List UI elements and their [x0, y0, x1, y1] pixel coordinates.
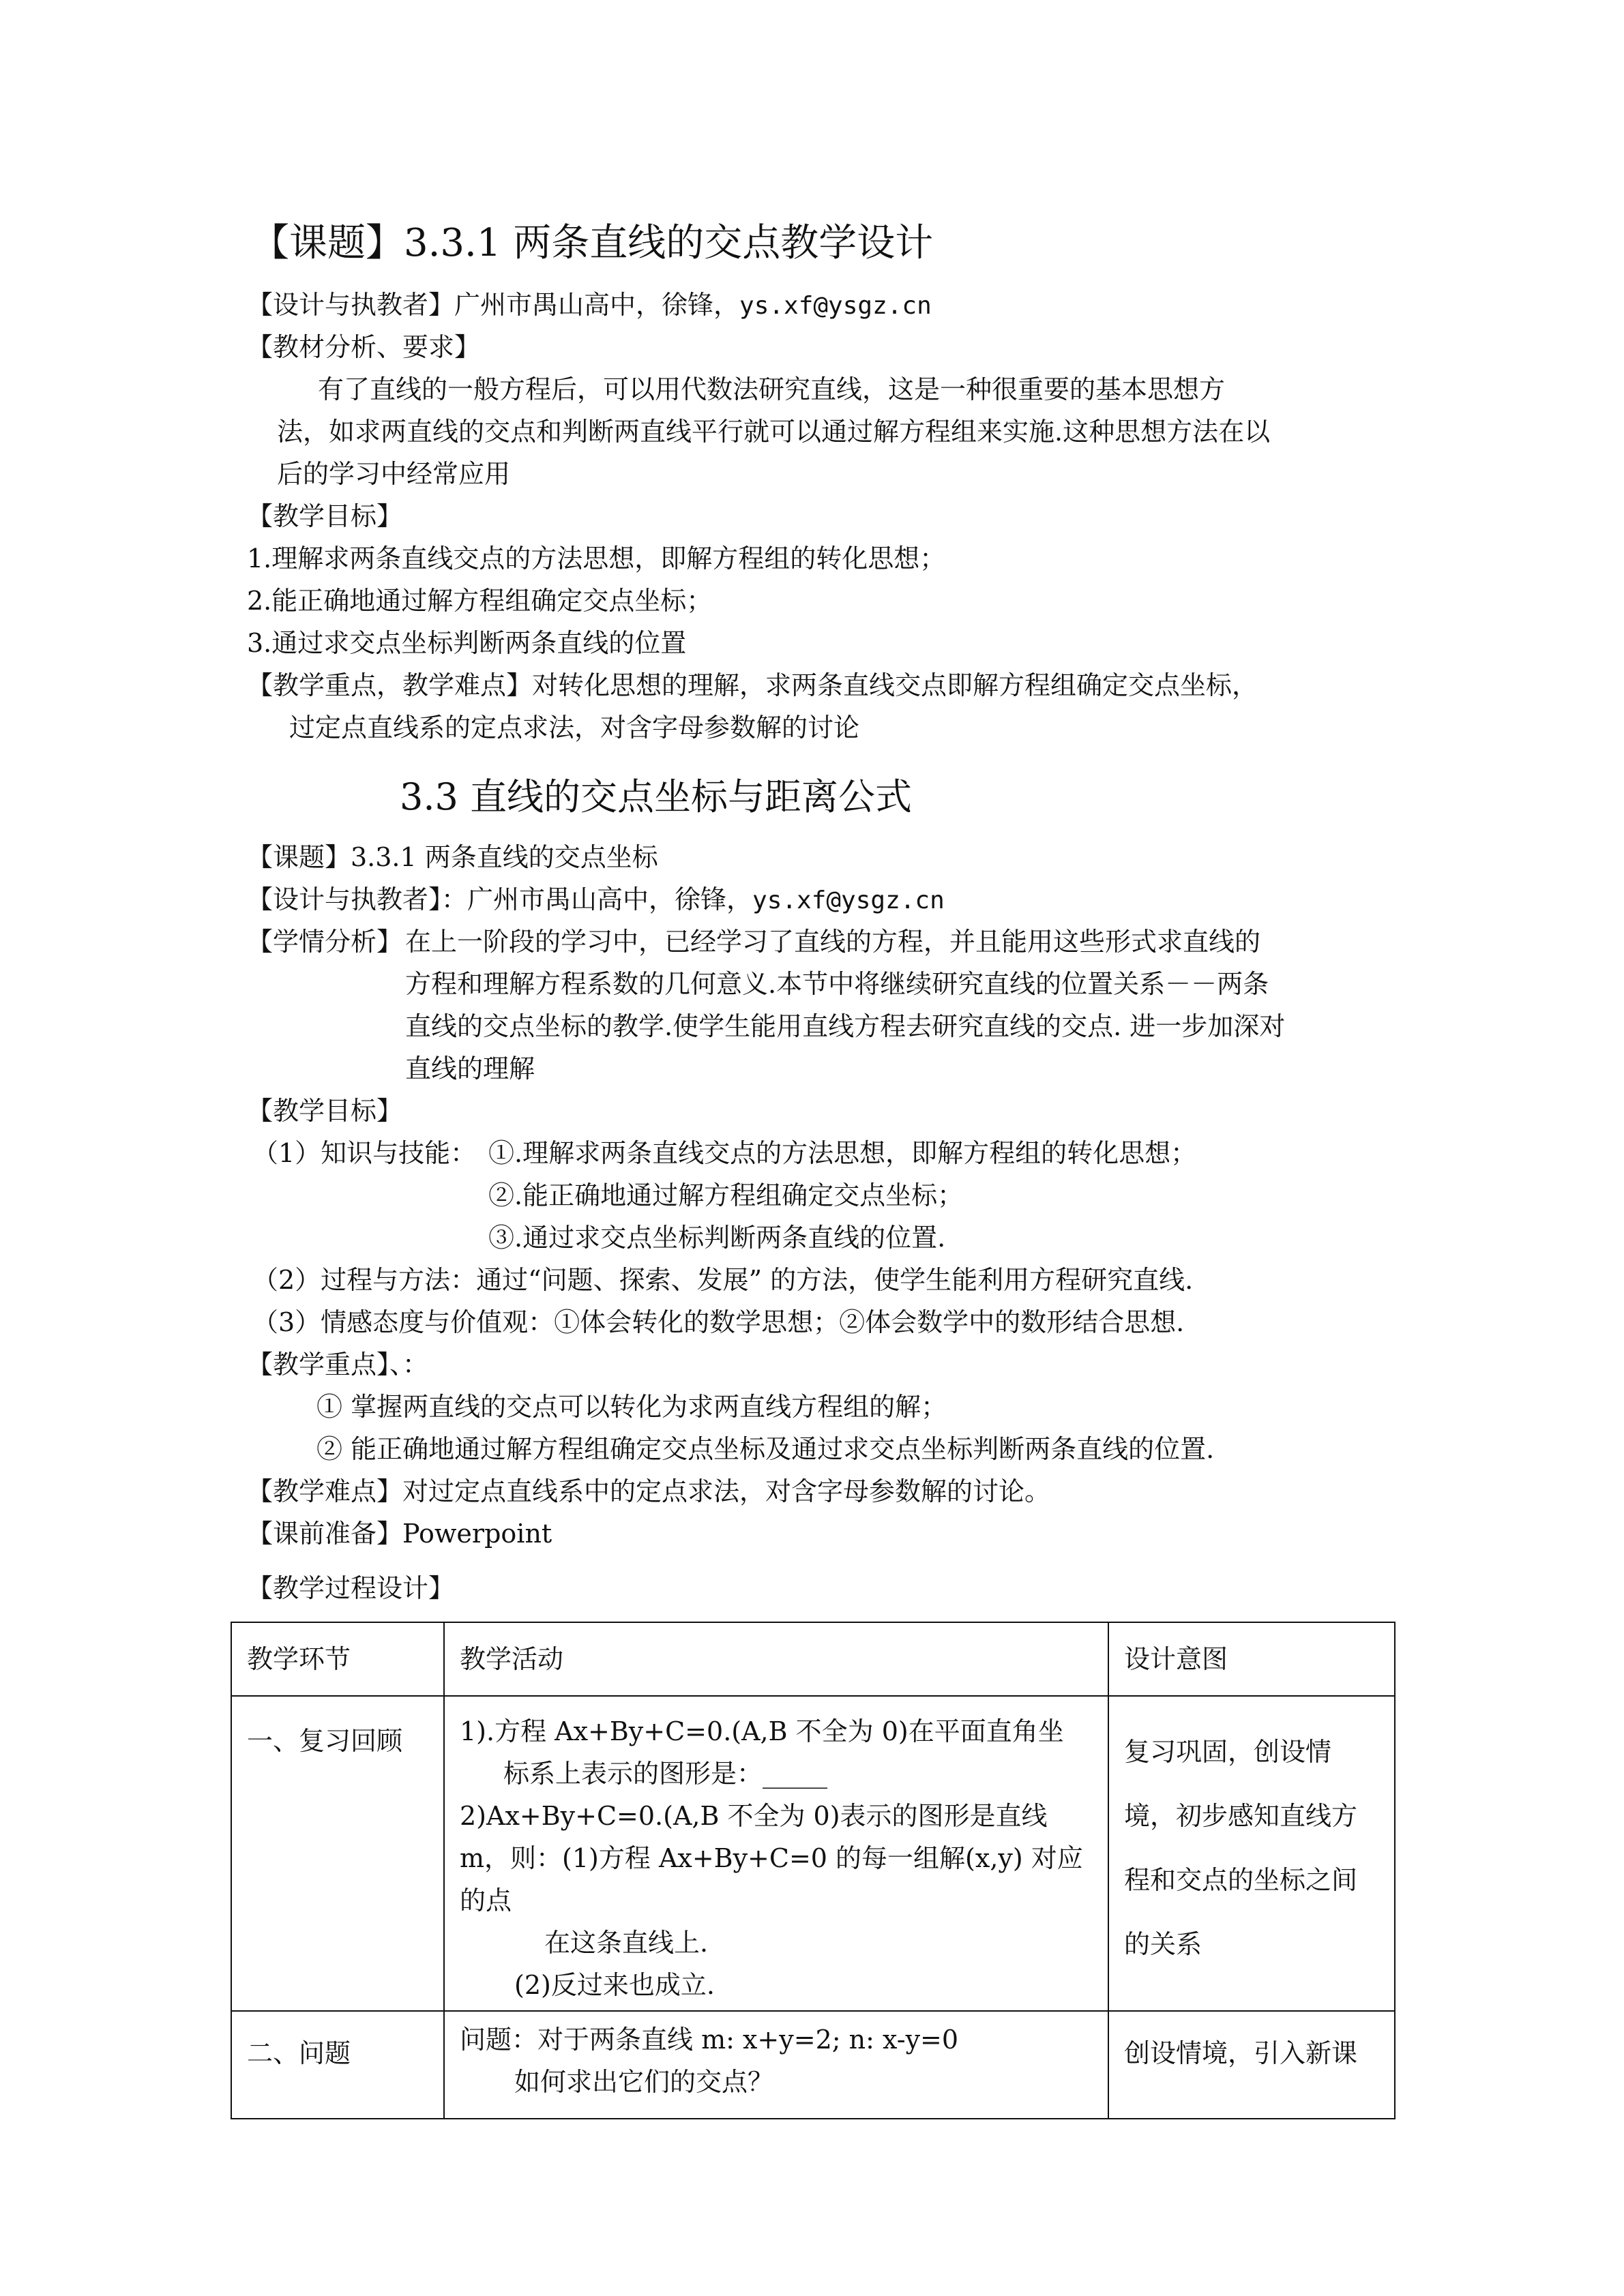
intent-line: 程和交点的坐标之间	[1124, 1865, 1358, 1895]
designer-label: 【设计与执教者】广州市禺山高中，徐锋，	[247, 290, 740, 320]
student-analysis-line: 方程和理解方程系数的几何意义.本节中将继续研究直线的位置关系－－两条	[405, 969, 1269, 999]
activity-line: 问题：对于两条直线 m: x+y=2; n: x-y=0	[460, 2025, 959, 2055]
intent-cell	[1108, 1696, 1395, 2011]
intent-line: 境，初步感知直线方	[1124, 1801, 1358, 1831]
analysis-line: 后的学习中经常应用	[277, 459, 511, 489]
goal3: （3）情感态度与价值观：①体会转化的数学思想；②体会数学中的数形结合思想.	[252, 1307, 1185, 1337]
activity-line: 1).方程 Ax+By+C=0.(A,B 不全为 0)在平面直角坐	[460, 1716, 1064, 1746]
designer-email: ys.xf@ysgz.cn	[739, 292, 932, 320]
intent-line: 的关系	[1124, 1929, 1202, 1959]
goal2: （2）过程与方法：通过“问题、探索、发展” 的方法，使学生能利用方程研究直线.	[252, 1265, 1194, 1295]
goal-item: 1.理解求两条直线交点的方法思想，即解方程组的转化思想；	[247, 543, 946, 573]
focus-item: ① 掌握两直线的交点可以转化为求两直线方程组的解；	[316, 1392, 947, 1422]
page-title: 【课题】3.3.1 两条直线的交点教学设计	[251, 221, 934, 265]
preparation-line: 【课前准备】Powerpoint	[247, 1519, 552, 1549]
goal1-item: ①.理解求两条直线交点的方法思想，即解方程组的转化思想；	[488, 1138, 1197, 1168]
keypoints-line: 【教学重点，教学难点】对转化思想的理解，求两条直线交点即解方程组确定交点坐标，	[247, 670, 1258, 700]
student-analysis-label: 【学情分析】	[247, 927, 403, 957]
intent-cell: 创设情境，引入新课	[1108, 2011, 1395, 2119]
table-header-row	[231, 1622, 1395, 1696]
activity-line: m，则：(1)方程 Ax+By+C=0 的每一组解(x,y) 对应	[460, 1843, 1083, 1873]
activity-cell	[444, 2011, 1108, 2119]
goal1-item: ③.通过求交点坐标判断两条直线的位置.	[488, 1223, 946, 1253]
goals-heading: 【教学目标】	[247, 501, 403, 531]
difficulty-line: 【教学难点】对过定点直线系中的定点求法，对含字母参数解的讨论。	[247, 1476, 1051, 1506]
analysis-line: 有了直线的一般方程后，可以用代数法研究直线，这是一种很重要的基本思想方	[318, 374, 1226, 404]
designer-line	[247, 284, 932, 327]
process-heading: 【教学过程设计】	[247, 1573, 455, 1603]
stage-cell: 一、复习回顾	[231, 1696, 444, 2011]
designer-label: 【设计与执教者】：广州市禺山高中，徐锋，	[247, 884, 753, 914]
table-row	[231, 2011, 1395, 2119]
activity-line: (2)反过来也成立.	[514, 1970, 715, 2000]
analysis-line: 法，如求两直线的交点和判断两直线平行就可以通过解方程组来实施.这种思想方法在以	[277, 417, 1271, 447]
activity-line: 的点	[460, 1885, 512, 1915]
activity-line: 在这条直线上.	[544, 1928, 709, 1958]
focus-item: ② 能正确地通过解方程组确定交点坐标及通过求交点坐标判断两条直线的位置.	[316, 1434, 1215, 1464]
goal-item: 2.能正确地通过解方程组确定交点坐标；	[247, 586, 713, 616]
table-header-cell: 教学活动	[444, 1622, 1108, 1696]
goal1-label: （1）知识与技能：	[252, 1138, 477, 1168]
activity-line: 标系上表示的图形是：_____	[503, 1759, 828, 1789]
activity-cell	[444, 1696, 1108, 2011]
goals-heading-2: 【教学目标】	[247, 1096, 403, 1126]
keypoints-line: 过定点直线系的定点求法，对含字母参数解的讨论	[289, 713, 860, 743]
stage-cell: 二、问题	[231, 2011, 444, 2119]
designer-email: ys.xf@ysgz.cn	[752, 886, 945, 914]
analysis-heading: 【教材分析、要求】	[247, 332, 481, 362]
goal-item: 3.通过求交点坐标判断两条直线的位置	[247, 628, 687, 658]
intent-line: 复习巩固，创设情	[1124, 1737, 1332, 1767]
table-header-cell: 教学环节	[231, 1622, 444, 1696]
table-header-cell: 设计意图	[1108, 1622, 1395, 1696]
student-analysis-line: 直线的交点坐标的教学.使学生能用直线方程去研究直线的交点. 进一步加深对	[405, 1011, 1286, 1041]
focus-heading: 【教学重点】、：	[247, 1350, 429, 1380]
goal1-item: ②.能正确地通过解方程组确定交点坐标；	[488, 1180, 964, 1210]
student-analysis-line: 直线的理解	[405, 1054, 535, 1084]
section-heading: 3.3 直线的交点坐标与距离公式	[400, 775, 913, 818]
table-row	[231, 1696, 1395, 2011]
process-table	[231, 1622, 1396, 2119]
topic-line: 【课题】3.3.1 两条直线的交点坐标	[247, 842, 658, 872]
designer-line-2	[247, 878, 945, 922]
student-analysis-line: 在上一阶段的学习中，已经学习了直线的方程，并且能用这些形式求直线的	[405, 927, 1261, 957]
activity-line: 如何求出它们的交点？	[514, 2067, 774, 2097]
activity-line: 2)Ax+By+C=0.(A,B 不全为 0)表示的图形是直线	[460, 1801, 1048, 1831]
